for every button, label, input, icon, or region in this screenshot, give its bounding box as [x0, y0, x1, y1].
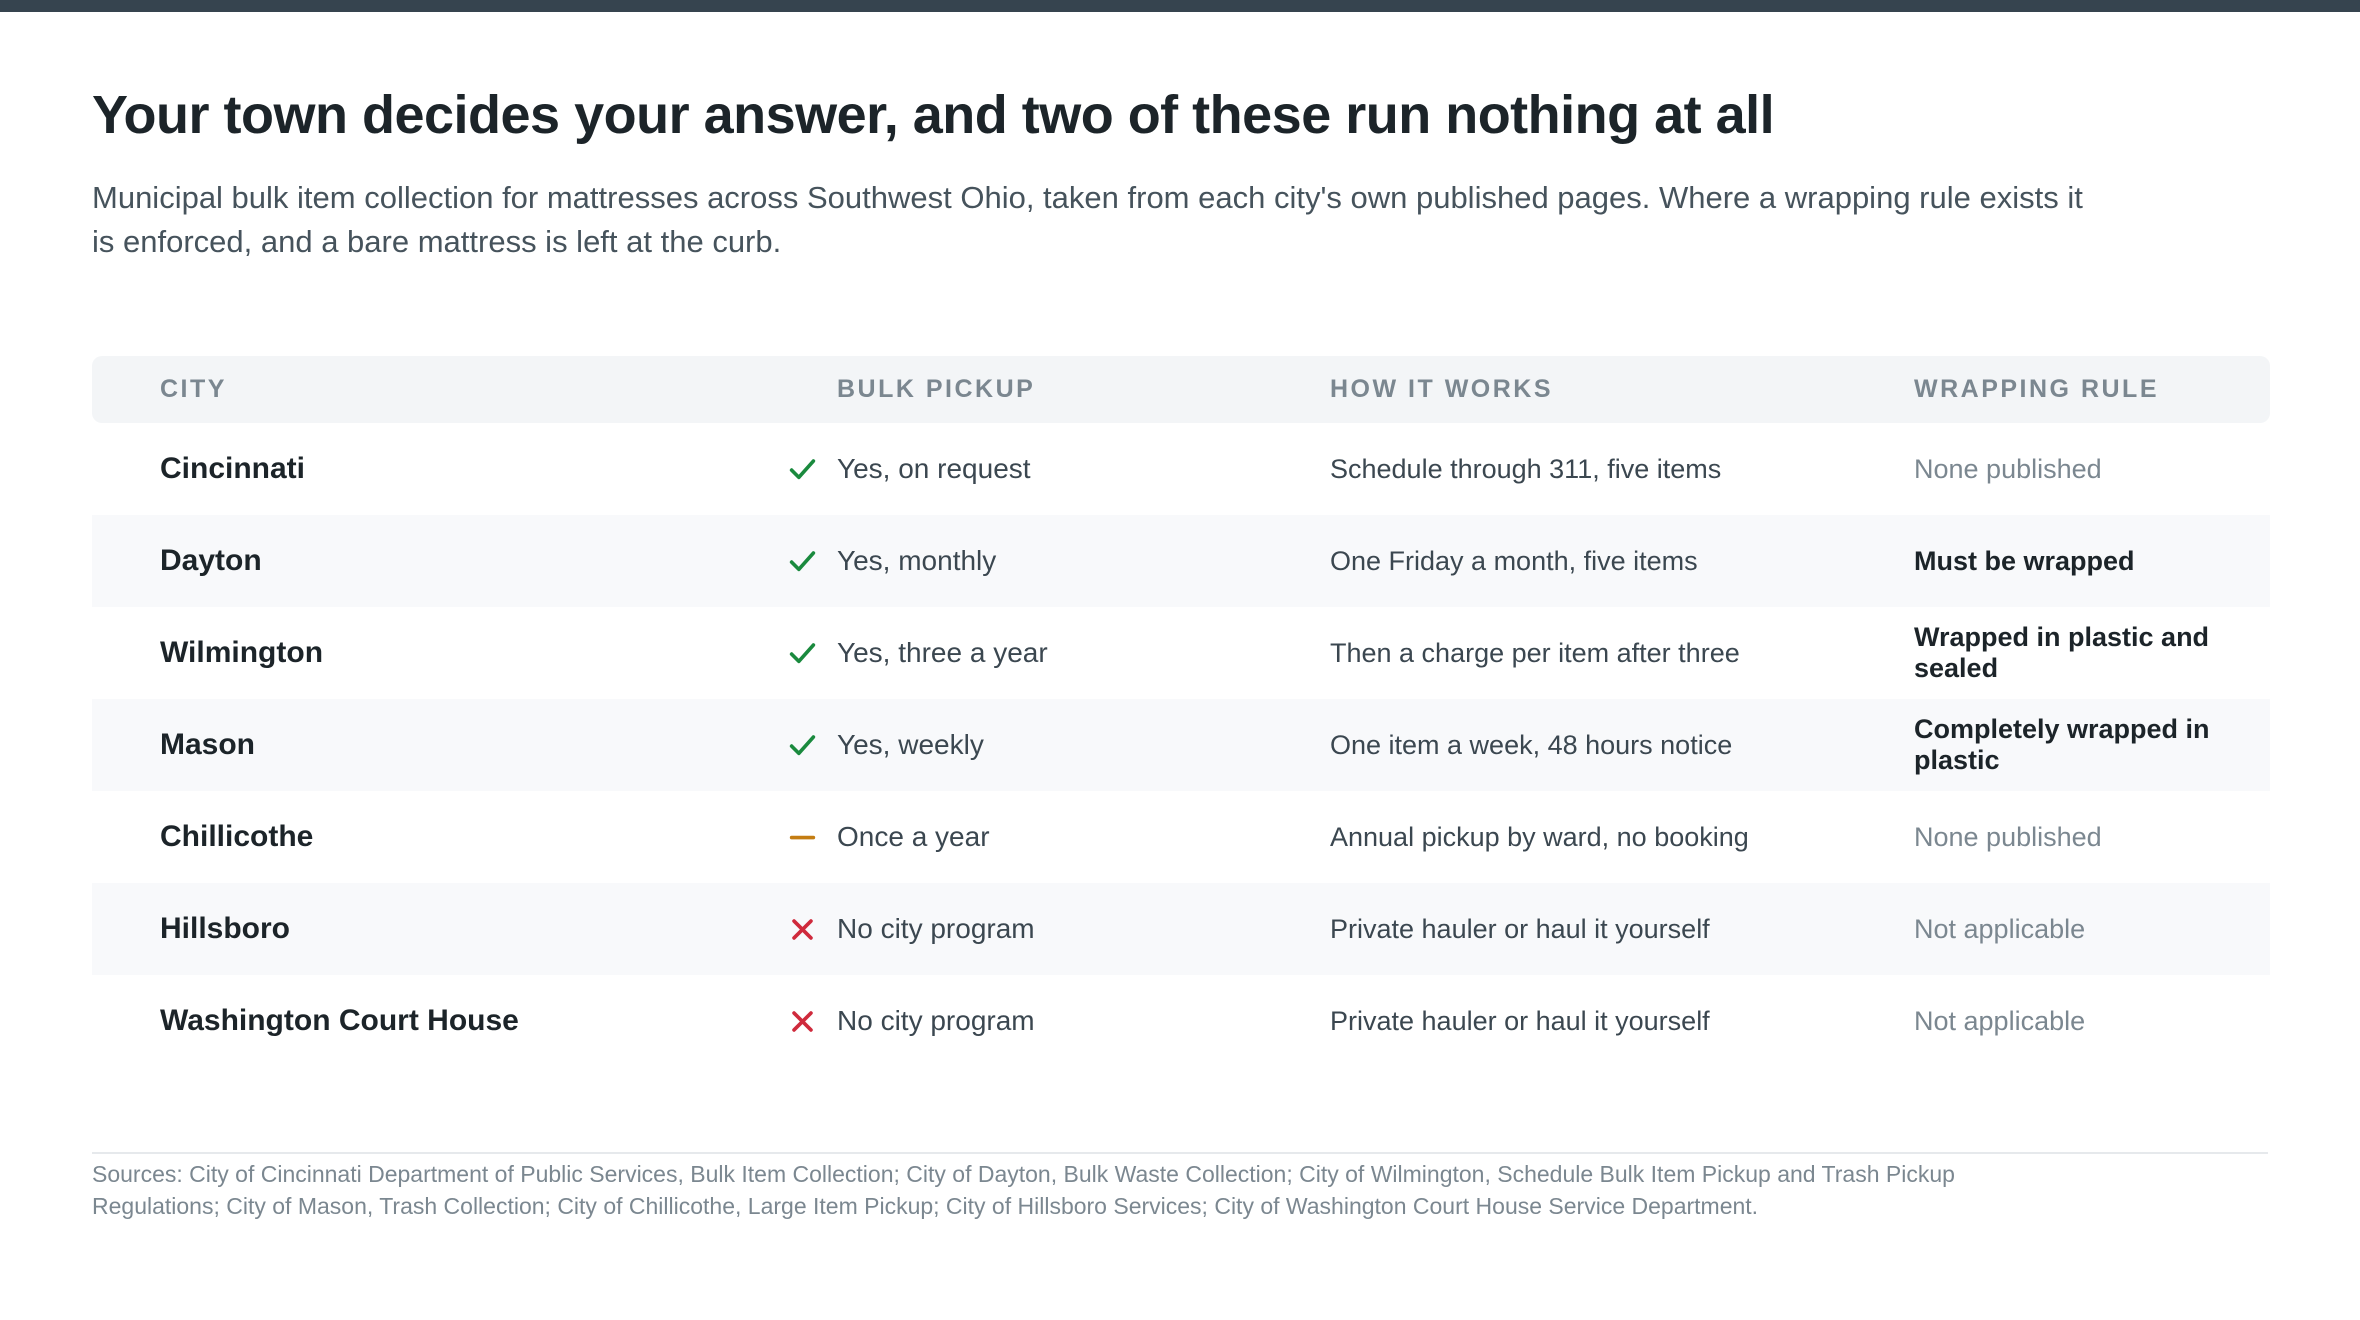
how-it-works-cell: Annual pickup by ward, no booking — [1330, 821, 1749, 852]
top-accent-bar — [0, 0, 2360, 12]
table-row — [92, 515, 2270, 607]
bulk-pickup-label: Yes, weekly — [837, 729, 984, 760]
bulk-pickup-label: Once a year — [837, 821, 990, 852]
check-icon — [788, 455, 817, 484]
wrapping-rule-cell: Must be wrapped — [1914, 545, 2135, 576]
how-it-works-cell: Schedule through 311, five items — [1330, 453, 1722, 484]
check-icon — [788, 639, 817, 668]
city-cell: Dayton — [160, 544, 262, 577]
table-row — [92, 423, 2270, 515]
how-it-works-cell: Private hauler or haul it yourself — [1330, 913, 1710, 944]
bulk-pickup-cell — [746, 821, 1330, 853]
wrapping-rule-cell: Not applicable — [1914, 1005, 2086, 1036]
column-header-city: CITY — [160, 375, 227, 403]
table-body — [92, 423, 2270, 1067]
bulk-pickup-cell — [746, 637, 1330, 669]
cross-icon — [788, 1007, 817, 1036]
bulk-pickup-label: Yes, three a year — [837, 637, 1048, 668]
page-subtitle: Municipal bulk item collection for mattresses across Southwest Ohio, taken from each city's own published pages. Where a wrapping rule exists it is enforced, and a bare mattress is left at the curb. — [92, 180, 2083, 259]
bulk-pickup-cell — [746, 913, 1330, 945]
how-it-works-cell: Then a charge per item after three — [1330, 637, 1740, 668]
city-cell: Mason — [160, 728, 256, 761]
how-it-works-cell: One item a week, 48 hours notice — [1330, 729, 1733, 760]
page-content — [0, 12, 2360, 1067]
cross-icon — [788, 915, 817, 944]
bulk-pickup-cell — [746, 545, 1330, 577]
city-cell: Washington Court House — [160, 1004, 519, 1037]
column-header-how-it-works: HOW IT WORKS — [1330, 375, 1554, 403]
check-icon — [788, 731, 817, 760]
bulk-pickup-label: No city program — [837, 913, 1035, 944]
wrapping-rule-cell: Wrapped in plastic and sealed — [1914, 622, 2210, 683]
sources-note: Sources: City of Cincinnati Department of Public Services, Bulk Item Collection; City of Dayton, Bulk Waste Collection; City of Wilmington, Schedule Bulk Item Pickup and Trash Pickup Regulations; City of Mason, Trash Collection; City of Chillicothe, Large Item Pickup; City of Hillsboro Services; City of Washington Court House Service Department. — [92, 1161, 1955, 1219]
table-header — [92, 356, 2270, 423]
wrapping-rule-cell: Completely wrapped in plastic — [1914, 714, 2210, 775]
table-row — [92, 791, 2270, 883]
data-table — [92, 356, 2270, 1067]
table-row — [92, 883, 2270, 975]
page-title: Your town decides your answer, and two of these run nothing at all — [92, 85, 1775, 145]
bulk-pickup-cell — [746, 1005, 1330, 1037]
table-row — [92, 607, 2270, 699]
column-header-bulk-pickup: BULK PICKUP — [837, 375, 1036, 403]
dash-icon — [788, 823, 817, 852]
city-cell: Chillicothe — [160, 820, 314, 853]
footer-divider — [92, 1152, 2268, 1154]
bulk-pickup-cell — [746, 729, 1330, 761]
city-cell: Wilmington — [160, 636, 324, 669]
how-it-works-cell: Private hauler or haul it yourself — [1330, 1005, 1710, 1036]
wrapping-rule-cell: None published — [1914, 453, 2102, 484]
bulk-pickup-label: Yes, on request — [837, 453, 1031, 484]
city-cell: Hillsboro — [160, 912, 291, 945]
how-it-works-cell: One Friday a month, five items — [1330, 545, 1698, 576]
wrapping-rule-cell: None published — [1914, 821, 2102, 852]
table-row — [92, 975, 2270, 1067]
table-row — [92, 699, 2270, 791]
bulk-pickup-cell — [746, 453, 1330, 485]
bulk-pickup-label: No city program — [837, 1005, 1035, 1036]
bulk-pickup-label: Yes, monthly — [837, 545, 997, 576]
city-cell: Cincinnati — [160, 452, 306, 485]
wrapping-rule-cell: Not applicable — [1914, 913, 2086, 944]
check-icon — [788, 547, 817, 576]
column-header-wrapping-rule: WRAPPING RULE — [1914, 375, 2159, 403]
